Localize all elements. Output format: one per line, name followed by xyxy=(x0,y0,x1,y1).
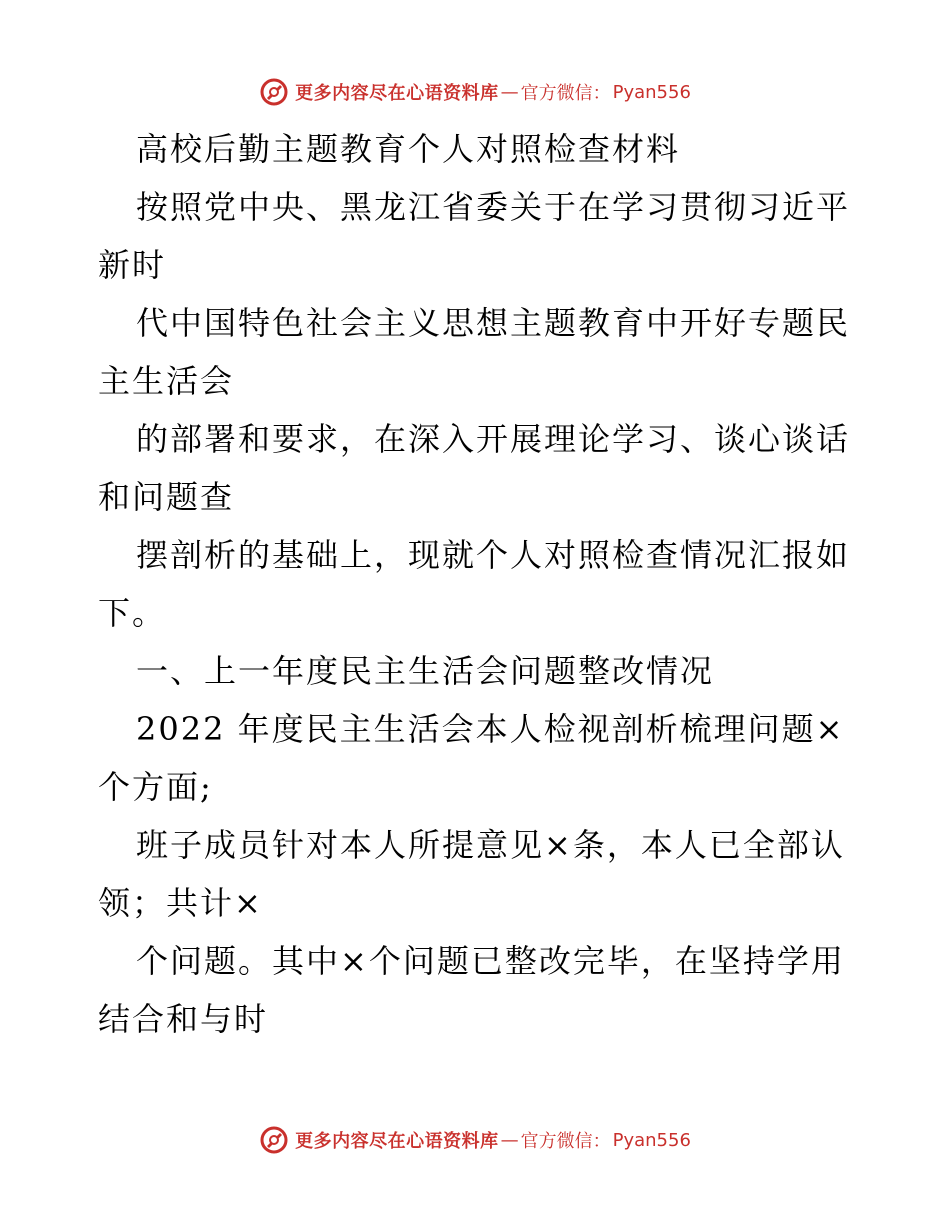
text-line: 摆剖析的基础上，现就个人对照检查情况汇报如 xyxy=(136,536,851,574)
watermark-dash: — xyxy=(500,81,519,103)
text-line: 主生活会 xyxy=(98,362,235,400)
text-line: 下。 xyxy=(98,594,167,632)
watermark-wechat-label: 官方微信： xyxy=(520,83,611,104)
brand-logo-icon xyxy=(259,1125,289,1155)
watermark-wechat-id: Pyan556 xyxy=(612,81,691,103)
document-body xyxy=(98,120,858,1048)
watermark-wechat-id: Pyan556 xyxy=(612,1129,691,1151)
text-line: 新时 xyxy=(98,246,167,284)
text-line: 领；共计× xyxy=(98,884,263,922)
watermark-text: 更多内容尽在心语资料库 xyxy=(295,1131,499,1152)
text-line: 按照党中央、黑龙江省委关于在学习贯彻习近平 xyxy=(136,188,851,226)
text-line: 班子成员针对本人所提意见×条，本人已全部认 xyxy=(136,826,845,864)
text-line: 个方面; xyxy=(98,768,213,806)
brand-logo-icon xyxy=(259,77,289,107)
watermark-text: 更多内容尽在心语资料库 xyxy=(295,83,499,104)
text-line: 和问题查 xyxy=(98,478,235,516)
text-line: 个问题。其中×个问题已整改完毕，在坚持学用 xyxy=(136,942,845,980)
text-line: 2022 年度民主生活会本人检视剖析梳理问题× xyxy=(136,710,845,748)
text-line: 结合和与时 xyxy=(98,1000,269,1038)
watermark-dash: — xyxy=(500,1129,519,1151)
section-heading: 一、上一年度民主生活会问题整改情况 xyxy=(136,652,715,690)
text-line: 的部署和要求，在深入开展理论学习、谈心谈话 xyxy=(136,420,851,458)
header-watermark xyxy=(0,72,950,112)
text-line: 代中国特色社会主义思想主题教育中开好专题民 xyxy=(136,304,851,342)
footer-watermark xyxy=(0,1120,950,1160)
document-title: 高校后勤主题教育个人对照检查材料 xyxy=(136,130,681,168)
watermark-wechat-label: 官方微信： xyxy=(520,1131,611,1152)
